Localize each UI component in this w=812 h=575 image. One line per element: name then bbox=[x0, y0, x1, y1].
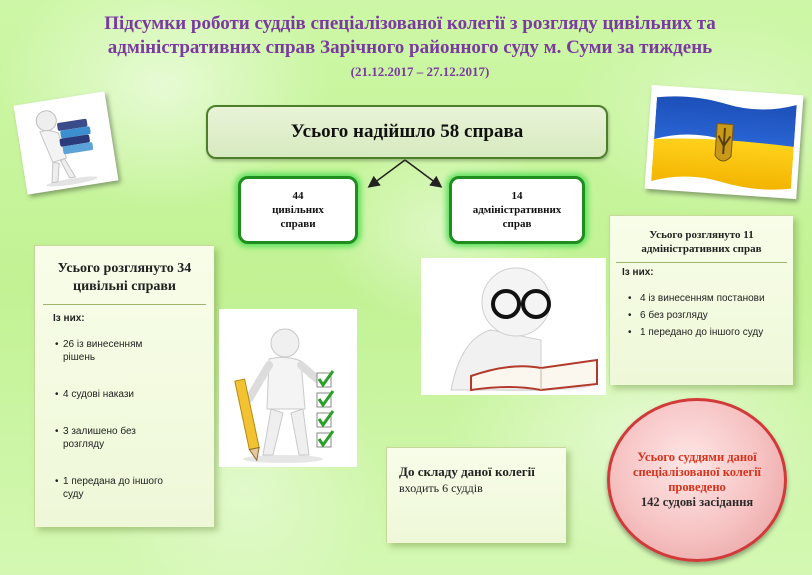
ukraine-flag-icon bbox=[645, 85, 804, 199]
civil-cases-box bbox=[238, 176, 358, 244]
list-item: • 1 передана до іншого суду bbox=[57, 475, 177, 501]
admin-line2: справ bbox=[502, 218, 532, 230]
civil-line2: справи bbox=[280, 218, 316, 230]
list-item: • 4 із винесенням постанови bbox=[628, 292, 793, 305]
person-with-files-icon bbox=[14, 91, 119, 194]
admin-cases-panel bbox=[609, 215, 793, 385]
civil-line1: цивільних bbox=[272, 204, 324, 216]
list-item: • 1 передано до іншого суду bbox=[628, 326, 793, 339]
split-arrows bbox=[360, 158, 450, 192]
admin-line1: адміністративних bbox=[472, 204, 562, 216]
civil-panel-title: Усього розглянуто 34 цивільні справи bbox=[57, 261, 192, 294]
list-item: • 6 без розгляду bbox=[628, 309, 793, 322]
period-subtitle: (21.12.2017 – 27.12.2017) bbox=[350, 64, 490, 79]
total-cases-label: Усього надійшло 58 справа bbox=[290, 121, 524, 142]
admin-panel-subheading: Із них: bbox=[622, 267, 654, 278]
admin-cases-box bbox=[449, 176, 585, 244]
list-item: • 4 судові накази bbox=[57, 388, 177, 401]
judges-panel bbox=[386, 447, 566, 543]
admin-items-list bbox=[628, 292, 793, 339]
admin-count: 14 bbox=[511, 190, 523, 202]
civil-count: 44 bbox=[292, 190, 304, 202]
divider bbox=[616, 262, 787, 263]
judges-normal-text: входить 6 суддів bbox=[399, 481, 483, 495]
page-title: Підсумки роботи суддів спеціалізованої колегії з розгляду цивільних та адміністративних справ Зарічного районного суду м. Суми за тиждень bbox=[104, 13, 716, 58]
total-cases-box bbox=[206, 105, 608, 159]
admin-panel-title: Усього розглянуто 11 адміністративних справ bbox=[641, 229, 762, 255]
sessions-oval bbox=[607, 398, 787, 562]
civil-cases-panel bbox=[34, 245, 214, 527]
civil-panel-subheading: Із них: bbox=[53, 313, 85, 324]
person-reading-icon bbox=[421, 258, 606, 395]
arrow-down-right-icon bbox=[405, 160, 440, 186]
sessions-count: 142 судові засідання bbox=[640, 495, 754, 509]
list-item: • 3 залишено без розгляду bbox=[57, 425, 177, 451]
judges-bold-text: До складу даної колегії bbox=[399, 464, 535, 479]
divider bbox=[43, 304, 206, 305]
civil-items-list bbox=[57, 338, 214, 501]
arrow-down-left-icon bbox=[370, 160, 405, 186]
sessions-text: Усього суддями даної спеціалізованої колегії проведено bbox=[632, 450, 762, 494]
person-checklist-icon bbox=[219, 309, 357, 467]
list-item: • 26 із винесенням рішень bbox=[57, 338, 177, 364]
